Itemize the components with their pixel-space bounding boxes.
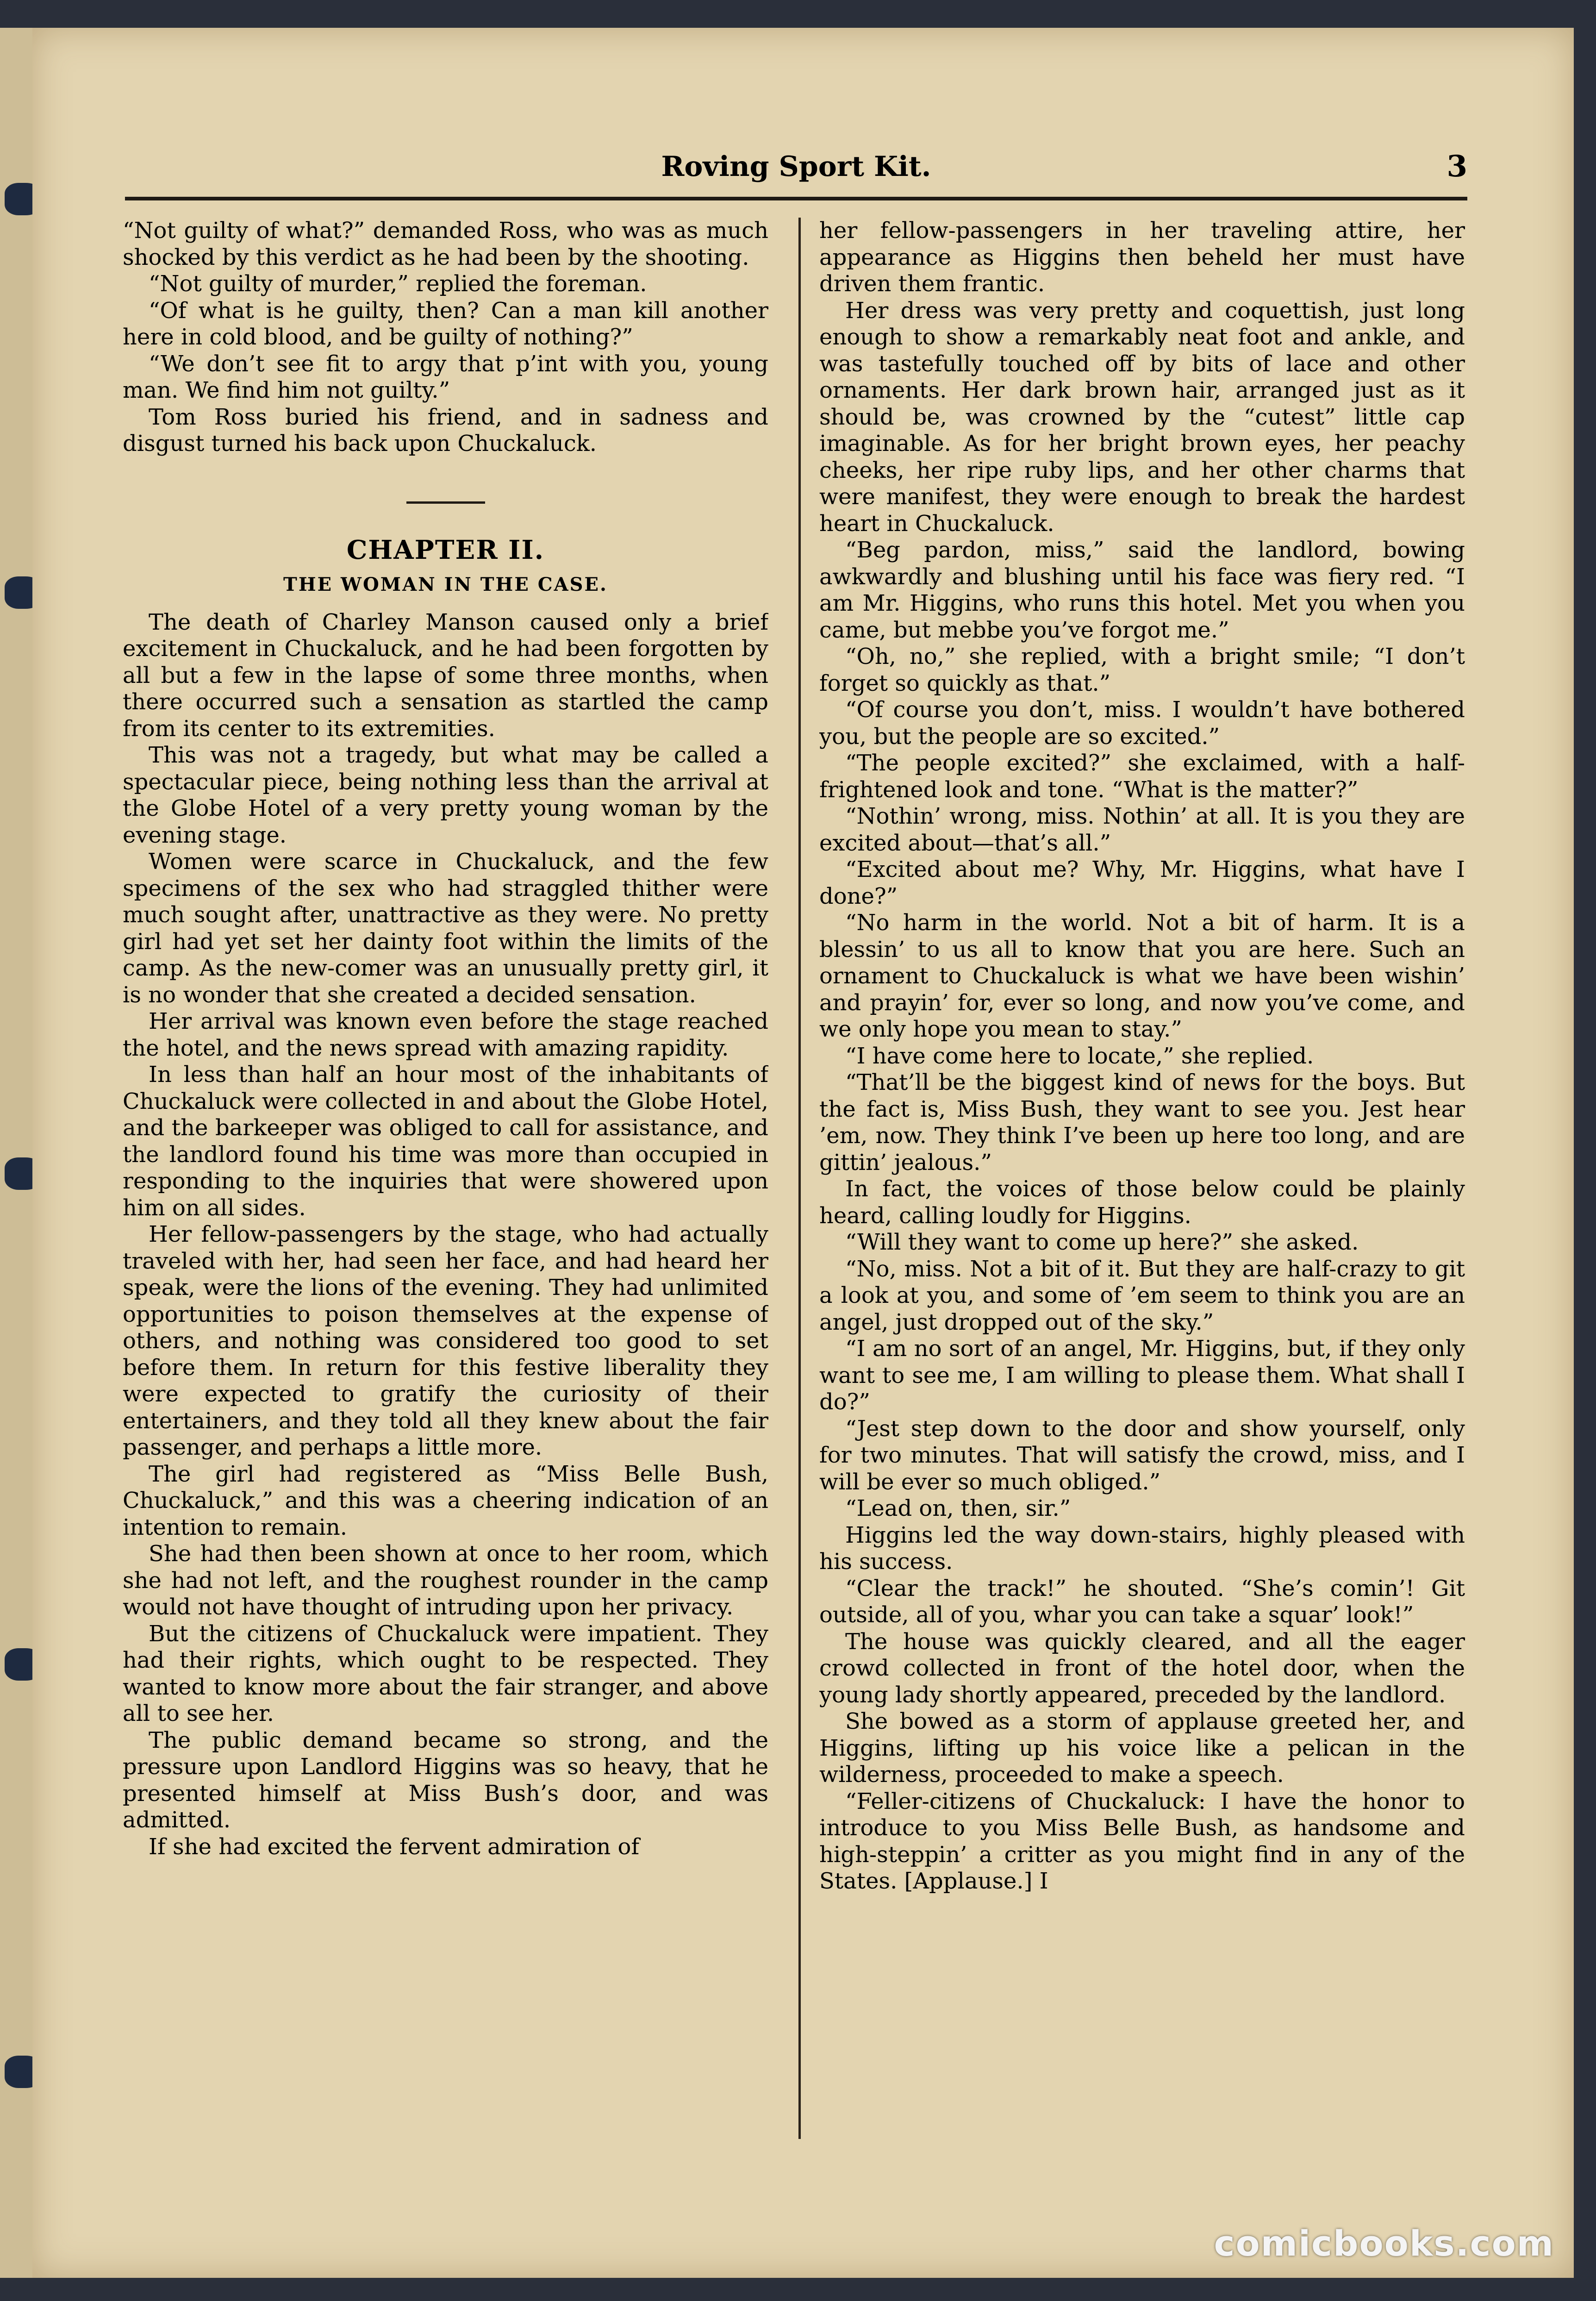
paragraph: “I am no sort of an angel, Mr. Higgins, but, if they only want to see me, I am willing to please them. What shall I do?” (819, 1336, 1465, 1415)
binding-strip (0, 28, 32, 2278)
site-watermark: comicbooks.com (1214, 2223, 1554, 2264)
paragraph: “Beg pardon, miss,” said the landlord, bowing awkwardly and blushing until his face was fiery red. “I am Mr. Higgins, who runs this hotel. Met you when you came, but mebbe you’ve forgot me.” (819, 537, 1465, 643)
paragraph: “Not guilty of murder,” replied the foreman. (149, 271, 647, 297)
paragraph: Her fellow-passengers by the stage, who had actually traveled with her, had seen her face, and had heard her speak, were the lions of the evening. They had unlimited opportunities to poison themselves at the expense of others, and nothing was considered too good to set before them. In return for this festive liberality they were expected to gratify the curiosity of their entertainers, and they told all they knew about the fair passenger, and perhaps a little more. (123, 1221, 768, 1460)
paragraph: “No, miss. Not a bit of it. But they are half-crazy to git a look at you, and some of ’em seem to think you are an angel, just dropped out of the sky.” (819, 1256, 1465, 1335)
running-title: Roving Sport Kit. (661, 150, 931, 183)
paragraph: her fellow-passengers in her traveling attire, her appearance as Higgins then beheld her must have driven them frantic. (819, 218, 1465, 297)
paragraph: “Feller-citizens of Chuckaluck: I have the honor to introduce to you Miss Belle Bush, as handsome and high-steppin’ a critter as you might find in any of the States. [Applause.] I (819, 1788, 1465, 1894)
column-divider (798, 218, 801, 2139)
paragraph: Tom Ross buried his friend, and in sadness and disgust turned his back upon Chuckaluck. (123, 404, 768, 456)
header-rule (125, 197, 1467, 200)
paragraph: The death of Charley Manson caused only a brief excitement in Chuckaluck, and he had been forgotten by all but a few in the lapse of some three months, when there occurred such a sensation as startled the camp from its center to its extremities. (123, 609, 768, 742)
paragraph: “Clear the track!” he shouted. “She’s comin’! Git outside, all of you, whar you can take a squar’ look!” (819, 1575, 1465, 1628)
page-number: 3 (1446, 149, 1467, 184)
paragraph: “Lead on, then, sir.” (845, 1495, 1071, 1521)
paragraph: “Jest step down to the door and show yourself, only for two minutes. That will satisfy the crowd, miss, and I will be ever so much obliged.” (819, 1415, 1465, 1495)
paragraph: “That’ll be the biggest kind of news for the boys. But the fact is, Miss Bush, they want to see you. Jest hear ’em, now. They think I’ve been up here too long, and are gittin’ jealous.” (819, 1069, 1465, 1176)
paragraph: “Oh, no,” she replied, with a bright smile; “I don’t forget so quickly as that.” (819, 644, 1465, 696)
paragraph: “We don’t see fit to argy that p’int with you, young man. We find him not guilty.” (123, 350, 768, 403)
paragraph: Women were scarce in Chuckaluck, and the few specimens of the sex who had straggled thither were much sought after, unattractive as they were. No pretty girl had yet set her dainty foot within the limits of the camp. As the new-comer was an unusually pretty girl, it is no wonder that she created a decided sensation. (123, 849, 768, 1008)
paragraph: Her arrival was known even before the stage reached the hotel, and the news spread with amazing rapidity. (123, 1008, 768, 1061)
paragraph: She bowed as a storm of applause greeted her, and Higgins, lifting up his voice like a pelican in the wilderness, proceeded to make a speech. (819, 1708, 1465, 1788)
paragraph: “Excited about me? Why, Mr. Higgins, what have I done?” (819, 857, 1465, 909)
paragraph: The house was quickly cleared, and all the eager crowd collected in front of the hotel door, when the young lady shortly appeared, preceded by the landlord. (819, 1628, 1465, 1708)
paragraph: “The people excited?” she exclaimed, with a half-frightened look and tone. “What is the matter?” (819, 750, 1465, 803)
paragraph: If she had excited the fervent admiration of (149, 1833, 640, 1860)
left-column (123, 218, 768, 2153)
paragraph: The public demand became so strong, and the pressure upon Landlord Higgins was so heavy, that he presented himself at Miss Bush’s door, and was admitted. (123, 1727, 768, 1833)
paragraph: Her dress was very pretty and coquettish, just long enough to show a remarkably neat foot and ankle, and was tastefully touched off by bits of lace and other ornaments. Her dark brown hair, arranged just as it should be, was crowned by the “cutest” little cap imaginable. As for her bright brown eyes, her peachy cheeks, her ripe ruby lips, and her other charms that were manifest, they were enough to break the hardest heart in Chuckaluck. (819, 297, 1465, 537)
chapter-rule (406, 501, 485, 504)
right-column (819, 218, 1465, 2153)
paragraph: “Of what is he guilty, then? Can a man kill another here in cold blood, and be guilty of nothing?” (123, 297, 768, 350)
paragraph: “No harm in the world. Not a bit of harm. It is a blessin’ to us all to know that you are here. Such an ornament to Chuckaluck is what we have been wishin’ and prayin’ for, ever so long, and now you’ve come, and we only hope you mean to stay.” (819, 910, 1465, 1042)
chapter-subtitle: THE WOMAN IN THE CASE. (283, 573, 608, 595)
running-header (125, 139, 1467, 194)
chapter-title: CHAPTER II. (346, 534, 545, 565)
paragraph: “Not guilty of what?” demanded Ross, who was as much shocked by this verdict as he had been by the shooting. (123, 218, 768, 270)
paragraph: “Will they want to come up here?” she asked. (845, 1229, 1359, 1255)
paragraph: She had then been shown at once to her room, which she had not left, and the roughest rounder in the camp would not have thought of intruding upon her privacy. (123, 1541, 768, 1620)
paragraph: “Nothin’ wrong, miss. Nothin’ at all. It is you they are excited about—that’s all.” (819, 803, 1465, 856)
paragraph: Higgins led the way down-stairs, highly pleased with his success. (819, 1522, 1465, 1575)
paragraph: In less than half an hour most of the inhabitants of Chuckaluck were collected in and about the Globe Hotel, and the barkeeper was obliged to call for assistance, and the landlord found his time was more than occupied in responding to the inquiries that were showered upon him on all sides. (123, 1062, 768, 1221)
paragraph: In fact, the voices of those below could be plainly heard, calling loudly for Higgins. (819, 1176, 1465, 1229)
paragraph: But the citizens of Chuckaluck were impatient. They had their rights, which ought to be respected. They wanted to know more about the fair stranger, and above all to see her. (123, 1620, 768, 1726)
paragraph: The girl had registered as “Miss Belle Bush, Chuckaluck,” and this was a cheering indication of an intention to remain. (123, 1461, 768, 1540)
paragraph: This was not a tragedy, but what may be called a spectacular piece, being nothing less than the arrival at the Globe Hotel of a very pretty young woman by the evening stage. (123, 742, 768, 848)
paragraph: “Of course you don’t, miss. I wouldn’t have bothered you, but the people are so excited.” (819, 697, 1465, 750)
paragraph: “I have come here to locate,” she replied. (845, 1043, 1314, 1069)
